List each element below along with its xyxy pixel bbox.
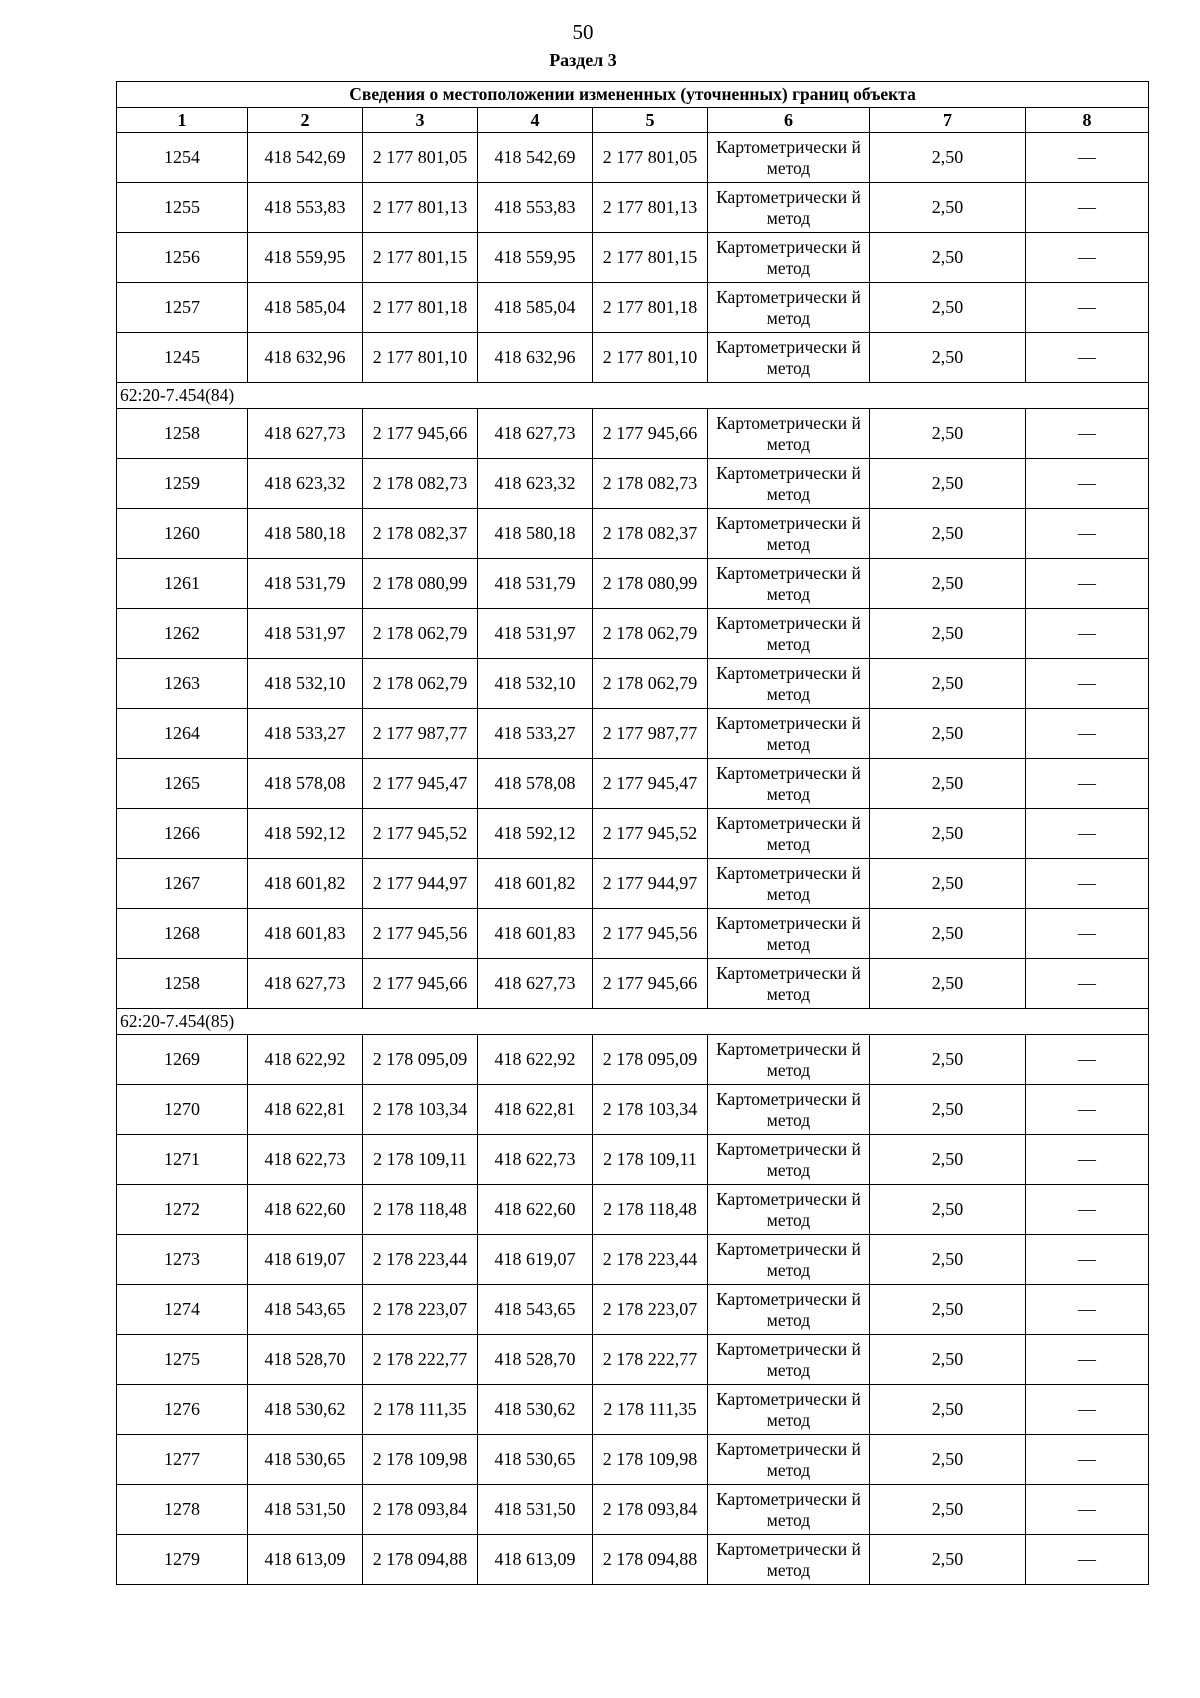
table-row (117, 1085, 1149, 1135)
y-new-cell: 2 177 801,05 (593, 133, 708, 183)
column-number: 5 (593, 108, 708, 133)
y-new-cell: 2 178 095,09 (593, 1035, 708, 1085)
x-existing-cell: 418 622,92 (248, 1035, 363, 1085)
point-number-cell: 1269 (117, 1035, 248, 1085)
point-number-cell: 1265 (117, 759, 248, 809)
y-new-cell: 2 177 944,97 (593, 859, 708, 909)
x-existing-cell: 418 533,27 (248, 709, 363, 759)
y-new-cell: 2 177 945,52 (593, 809, 708, 859)
x-existing-cell: 418 619,07 (248, 1235, 363, 1285)
method-cell: Картометрически й метод (708, 1435, 870, 1485)
x-existing-cell: 418 601,83 (248, 909, 363, 959)
y-new-cell: 2 178 082,73 (593, 459, 708, 509)
description-cell: — (1026, 1435, 1149, 1485)
y-new-cell: 2 178 222,77 (593, 1335, 708, 1385)
method-cell: Картометрически й метод (708, 609, 870, 659)
table-row (117, 759, 1149, 809)
point-number-cell: 1259 (117, 459, 248, 509)
method-cell: Картометрически й метод (708, 283, 870, 333)
description-cell: — (1026, 1535, 1149, 1585)
accuracy-cell: 2,50 (870, 759, 1026, 809)
x-existing-cell: 418 559,95 (248, 233, 363, 283)
y-existing-cell: 2 177 945,56 (363, 909, 478, 959)
x-existing-cell: 418 542,69 (248, 133, 363, 183)
table-row (117, 183, 1149, 233)
accuracy-cell: 2,50 (870, 1185, 1026, 1235)
method-cell: Картометрически й метод (708, 1385, 870, 1435)
table-row (117, 1435, 1149, 1485)
table-row (117, 1235, 1149, 1285)
x-existing-cell: 418 632,96 (248, 333, 363, 383)
table-row (117, 133, 1149, 183)
column-number: 6 (708, 108, 870, 133)
table-row (117, 1135, 1149, 1185)
y-existing-cell: 2 177 801,10 (363, 333, 478, 383)
table-row (117, 959, 1149, 1009)
accuracy-cell: 2,50 (870, 609, 1026, 659)
y-existing-cell: 2 178 093,84 (363, 1485, 478, 1535)
table-row (117, 559, 1149, 609)
method-cell: Картометрически й метод (708, 1285, 870, 1335)
x-new-cell: 418 632,96 (478, 333, 593, 383)
description-cell: — (1026, 333, 1149, 383)
y-existing-cell: 2 178 082,37 (363, 509, 478, 559)
method-cell: Картометрически й метод (708, 459, 870, 509)
accuracy-cell: 2,50 (870, 1135, 1026, 1185)
method-cell: Картометрически й метод (708, 183, 870, 233)
x-existing-cell: 418 531,97 (248, 609, 363, 659)
x-new-cell: 418 532,10 (478, 659, 593, 709)
x-new-cell: 418 585,04 (478, 283, 593, 333)
description-cell: — (1026, 1385, 1149, 1435)
method-cell: Картометрически й метод (708, 233, 870, 283)
description-cell: — (1026, 1185, 1149, 1235)
y-existing-cell: 2 177 945,47 (363, 759, 478, 809)
description-cell: — (1026, 1235, 1149, 1285)
y-new-cell: 2 178 103,34 (593, 1085, 708, 1135)
column-number: 3 (363, 108, 478, 133)
description-cell: — (1026, 283, 1149, 333)
accuracy-cell: 2,50 (870, 509, 1026, 559)
x-new-cell: 418 528,70 (478, 1335, 593, 1385)
y-existing-cell: 2 177 801,15 (363, 233, 478, 283)
point-number-cell: 1263 (117, 659, 248, 709)
x-new-cell: 418 622,92 (478, 1035, 593, 1085)
y-existing-cell: 2 178 111,35 (363, 1385, 478, 1435)
description-cell: — (1026, 659, 1149, 709)
method-cell: Картометрически й метод (708, 133, 870, 183)
y-existing-cell: 2 178 094,88 (363, 1535, 478, 1585)
x-new-cell: 418 543,65 (478, 1285, 593, 1335)
point-number-cell: 1256 (117, 233, 248, 283)
accuracy-cell: 2,50 (870, 859, 1026, 909)
y-existing-cell: 2 177 801,13 (363, 183, 478, 233)
description-cell: — (1026, 409, 1149, 459)
y-new-cell: 2 178 062,79 (593, 609, 708, 659)
x-new-cell: 418 559,95 (478, 233, 593, 283)
method-cell: Картометрически й метод (708, 559, 870, 609)
table-row (117, 1385, 1149, 1435)
table-row (117, 1335, 1149, 1385)
y-new-cell: 2 178 223,44 (593, 1235, 708, 1285)
x-existing-cell: 418 613,09 (248, 1535, 363, 1585)
x-new-cell: 418 592,12 (478, 809, 593, 859)
accuracy-cell: 2,50 (870, 233, 1026, 283)
table-body (117, 133, 1149, 1585)
x-existing-cell: 418 585,04 (248, 283, 363, 333)
accuracy-cell: 2,50 (870, 1435, 1026, 1485)
x-new-cell: 418 622,73 (478, 1135, 593, 1185)
column-number: 2 (248, 108, 363, 133)
y-new-cell: 2 177 801,15 (593, 233, 708, 283)
point-number-cell: 1275 (117, 1335, 248, 1385)
x-existing-cell: 418 528,70 (248, 1335, 363, 1385)
method-cell: Картометрически й метод (708, 333, 870, 383)
y-new-cell: 2 178 082,37 (593, 509, 708, 559)
table-row (117, 909, 1149, 959)
parcel-number: 62:20-7.454(85) (117, 1009, 1149, 1035)
point-number-cell: 1277 (117, 1435, 248, 1485)
method-cell: Картометрически й метод (708, 959, 870, 1009)
x-existing-cell: 418 622,81 (248, 1085, 363, 1135)
y-new-cell: 2 177 801,10 (593, 333, 708, 383)
x-new-cell: 418 627,73 (478, 959, 593, 1009)
table-row (117, 333, 1149, 383)
x-new-cell: 418 530,65 (478, 1435, 593, 1485)
x-existing-cell: 418 531,79 (248, 559, 363, 609)
accuracy-cell: 2,50 (870, 133, 1026, 183)
y-existing-cell: 2 178 118,48 (363, 1185, 478, 1235)
description-cell: — (1026, 959, 1149, 1009)
x-existing-cell: 418 553,83 (248, 183, 363, 233)
x-existing-cell: 418 601,82 (248, 859, 363, 909)
y-existing-cell: 2 178 109,11 (363, 1135, 478, 1185)
point-number-cell: 1260 (117, 509, 248, 559)
table-row (117, 859, 1149, 909)
y-new-cell: 2 178 111,35 (593, 1385, 708, 1435)
y-existing-cell: 2 177 987,77 (363, 709, 478, 759)
method-cell: Картометрически й метод (708, 509, 870, 559)
y-new-cell: 2 178 080,99 (593, 559, 708, 609)
accuracy-cell: 2,50 (870, 333, 1026, 383)
y-existing-cell: 2 178 222,77 (363, 1335, 478, 1385)
accuracy-cell: 2,50 (870, 1085, 1026, 1135)
x-new-cell: 418 578,08 (478, 759, 593, 809)
y-existing-cell: 2 178 109,98 (363, 1435, 478, 1485)
y-new-cell: 2 178 118,48 (593, 1185, 708, 1235)
description-cell: — (1026, 809, 1149, 859)
accuracy-cell: 2,50 (870, 459, 1026, 509)
point-number-cell: 1257 (117, 283, 248, 333)
y-existing-cell: 2 178 080,99 (363, 559, 478, 609)
y-existing-cell: 2 177 945,66 (363, 409, 478, 459)
x-new-cell: 418 542,69 (478, 133, 593, 183)
accuracy-cell: 2,50 (870, 809, 1026, 859)
y-new-cell: 2 178 093,84 (593, 1485, 708, 1535)
y-existing-cell: 2 178 223,07 (363, 1285, 478, 1335)
column-number: 4 (478, 108, 593, 133)
point-number-cell: 1268 (117, 909, 248, 959)
method-cell: Картометрически й метод (708, 709, 870, 759)
y-new-cell: 2 178 109,11 (593, 1135, 708, 1185)
page-number: 50 (572, 20, 594, 44)
y-new-cell: 2 177 801,18 (593, 283, 708, 333)
accuracy-cell: 2,50 (870, 709, 1026, 759)
point-number-cell: 1276 (117, 1385, 248, 1435)
x-existing-cell: 418 622,60 (248, 1185, 363, 1235)
y-existing-cell: 2 178 062,79 (363, 659, 478, 709)
description-cell: — (1026, 759, 1149, 809)
y-existing-cell: 2 177 801,05 (363, 133, 478, 183)
column-number: 7 (870, 108, 1026, 133)
parcel-group-row (117, 383, 1149, 409)
method-cell: Картометрически й метод (708, 1235, 870, 1285)
x-existing-cell: 418 623,32 (248, 459, 363, 509)
point-number-cell: 1267 (117, 859, 248, 909)
method-cell: Картометрически й метод (708, 1535, 870, 1585)
x-existing-cell: 418 531,50 (248, 1485, 363, 1535)
y-new-cell: 2 177 987,77 (593, 709, 708, 759)
y-existing-cell: 2 178 095,09 (363, 1035, 478, 1085)
method-cell: Картометрически й метод (708, 659, 870, 709)
description-cell: — (1026, 183, 1149, 233)
x-existing-cell: 418 627,73 (248, 959, 363, 1009)
table-row (117, 1185, 1149, 1235)
description-cell: — (1026, 133, 1149, 183)
table-row (117, 509, 1149, 559)
point-number-cell: 1271 (117, 1135, 248, 1185)
method-cell: Картометрически й метод (708, 1485, 870, 1535)
accuracy-cell: 2,50 (870, 283, 1026, 333)
y-existing-cell: 2 177 801,18 (363, 283, 478, 333)
table-row (117, 233, 1149, 283)
description-cell: — (1026, 909, 1149, 959)
y-new-cell: 2 177 945,56 (593, 909, 708, 959)
table-row (117, 283, 1149, 333)
accuracy-cell: 2,50 (870, 1385, 1026, 1435)
y-new-cell: 2 178 094,88 (593, 1535, 708, 1585)
table-row (117, 1485, 1149, 1535)
description-cell: — (1026, 233, 1149, 283)
boundary-coordinates-table (116, 81, 1149, 1585)
accuracy-cell: 2,50 (870, 959, 1026, 1009)
y-new-cell: 2 177 801,13 (593, 183, 708, 233)
x-existing-cell: 418 622,73 (248, 1135, 363, 1185)
y-existing-cell: 2 177 945,66 (363, 959, 478, 1009)
description-cell: — (1026, 559, 1149, 609)
section-title: Раздел 3 (549, 50, 617, 70)
point-number-cell: 1270 (117, 1085, 248, 1135)
description-cell: — (1026, 1035, 1149, 1085)
point-number-cell: 1258 (117, 959, 248, 1009)
point-number-cell: 1262 (117, 609, 248, 659)
y-new-cell: 2 178 109,98 (593, 1435, 708, 1485)
point-number-cell: 1272 (117, 1185, 248, 1235)
point-number-cell: 1255 (117, 183, 248, 233)
point-number-cell: 1264 (117, 709, 248, 759)
x-new-cell: 418 531,50 (478, 1485, 593, 1535)
table-row (117, 459, 1149, 509)
x-new-cell: 418 627,73 (478, 409, 593, 459)
accuracy-cell: 2,50 (870, 559, 1026, 609)
x-new-cell: 418 601,83 (478, 909, 593, 959)
x-new-cell: 418 580,18 (478, 509, 593, 559)
parcel-group-row (117, 1009, 1149, 1035)
x-new-cell: 418 531,97 (478, 609, 593, 659)
description-cell: — (1026, 859, 1149, 909)
x-existing-cell: 418 627,73 (248, 409, 363, 459)
x-existing-cell: 418 530,65 (248, 1435, 363, 1485)
x-existing-cell: 418 543,65 (248, 1285, 363, 1335)
x-existing-cell: 418 592,12 (248, 809, 363, 859)
y-new-cell: 2 178 062,79 (593, 659, 708, 709)
x-new-cell: 418 530,62 (478, 1385, 593, 1435)
description-cell: — (1026, 1135, 1149, 1185)
accuracy-cell: 2,50 (870, 1535, 1026, 1585)
point-number-cell: 1278 (117, 1485, 248, 1535)
method-cell: Картометрически й метод (708, 1335, 870, 1385)
table-row (117, 1535, 1149, 1585)
method-cell: Картометрически й метод (708, 1035, 870, 1085)
point-number-cell: 1279 (117, 1535, 248, 1585)
column-number: 1 (117, 108, 248, 133)
point-number-cell: 1273 (117, 1235, 248, 1285)
table-row (117, 659, 1149, 709)
table-row (117, 709, 1149, 759)
y-existing-cell: 2 178 062,79 (363, 609, 478, 659)
accuracy-cell: 2,50 (870, 659, 1026, 709)
accuracy-cell: 2,50 (870, 1335, 1026, 1385)
parcel-number: 62:20-7.454(84) (117, 383, 1149, 409)
x-new-cell: 418 622,81 (478, 1085, 593, 1135)
description-cell: — (1026, 509, 1149, 559)
y-new-cell: 2 178 223,07 (593, 1285, 708, 1335)
point-number-cell: 1266 (117, 809, 248, 859)
description-cell: — (1026, 459, 1149, 509)
description-cell: — (1026, 1485, 1149, 1535)
method-cell: Картометрически й метод (708, 909, 870, 959)
point-number-cell: 1245 (117, 333, 248, 383)
y-existing-cell: 2 178 223,44 (363, 1235, 478, 1285)
accuracy-cell: 2,50 (870, 1485, 1026, 1535)
method-cell: Картометрически й метод (708, 759, 870, 809)
method-cell: Картометрически й метод (708, 1185, 870, 1235)
accuracy-cell: 2,50 (870, 1235, 1026, 1285)
accuracy-cell: 2,50 (870, 409, 1026, 459)
x-new-cell: 418 601,82 (478, 859, 593, 909)
table-row (117, 409, 1149, 459)
column-number: 8 (1026, 108, 1149, 133)
x-new-cell: 418 533,27 (478, 709, 593, 759)
description-cell: — (1026, 1085, 1149, 1135)
y-existing-cell: 2 178 103,34 (363, 1085, 478, 1135)
point-number-cell: 1261 (117, 559, 248, 609)
point-number-cell: 1254 (117, 133, 248, 183)
table-row (117, 1035, 1149, 1085)
x-new-cell: 418 623,32 (478, 459, 593, 509)
description-cell: — (1026, 709, 1149, 759)
method-cell: Картометрически й метод (708, 859, 870, 909)
accuracy-cell: 2,50 (870, 909, 1026, 959)
x-existing-cell: 418 530,62 (248, 1385, 363, 1435)
x-existing-cell: 418 578,08 (248, 759, 363, 809)
x-new-cell: 418 553,83 (478, 183, 593, 233)
point-number-cell: 1258 (117, 409, 248, 459)
point-number-cell: 1274 (117, 1285, 248, 1335)
accuracy-cell: 2,50 (870, 183, 1026, 233)
table-row (117, 809, 1149, 859)
y-existing-cell: 2 178 082,73 (363, 459, 478, 509)
table-row (117, 609, 1149, 659)
method-cell: Картометрически й метод (708, 1085, 870, 1135)
description-cell: — (1026, 1285, 1149, 1335)
table-row (117, 1285, 1149, 1335)
description-cell: — (1026, 1335, 1149, 1385)
method-cell: Картометрически й метод (708, 1135, 870, 1185)
y-new-cell: 2 177 945,66 (593, 959, 708, 1009)
x-existing-cell: 418 580,18 (248, 509, 363, 559)
accuracy-cell: 2,50 (870, 1035, 1026, 1085)
x-new-cell: 418 619,07 (478, 1235, 593, 1285)
accuracy-cell: 2,50 (870, 1285, 1026, 1335)
method-cell: Картометрически й метод (708, 409, 870, 459)
description-cell: — (1026, 609, 1149, 659)
x-new-cell: 418 531,79 (478, 559, 593, 609)
x-new-cell: 418 622,60 (478, 1185, 593, 1235)
table-title: Сведения о местоположении измененных (уточненных) границ объекта (117, 82, 1149, 108)
x-existing-cell: 418 532,10 (248, 659, 363, 709)
method-cell: Картометрически й метод (708, 809, 870, 859)
y-new-cell: 2 177 945,66 (593, 409, 708, 459)
y-existing-cell: 2 177 945,52 (363, 809, 478, 859)
y-existing-cell: 2 177 944,97 (363, 859, 478, 909)
y-new-cell: 2 177 945,47 (593, 759, 708, 809)
x-new-cell: 418 613,09 (478, 1535, 593, 1585)
